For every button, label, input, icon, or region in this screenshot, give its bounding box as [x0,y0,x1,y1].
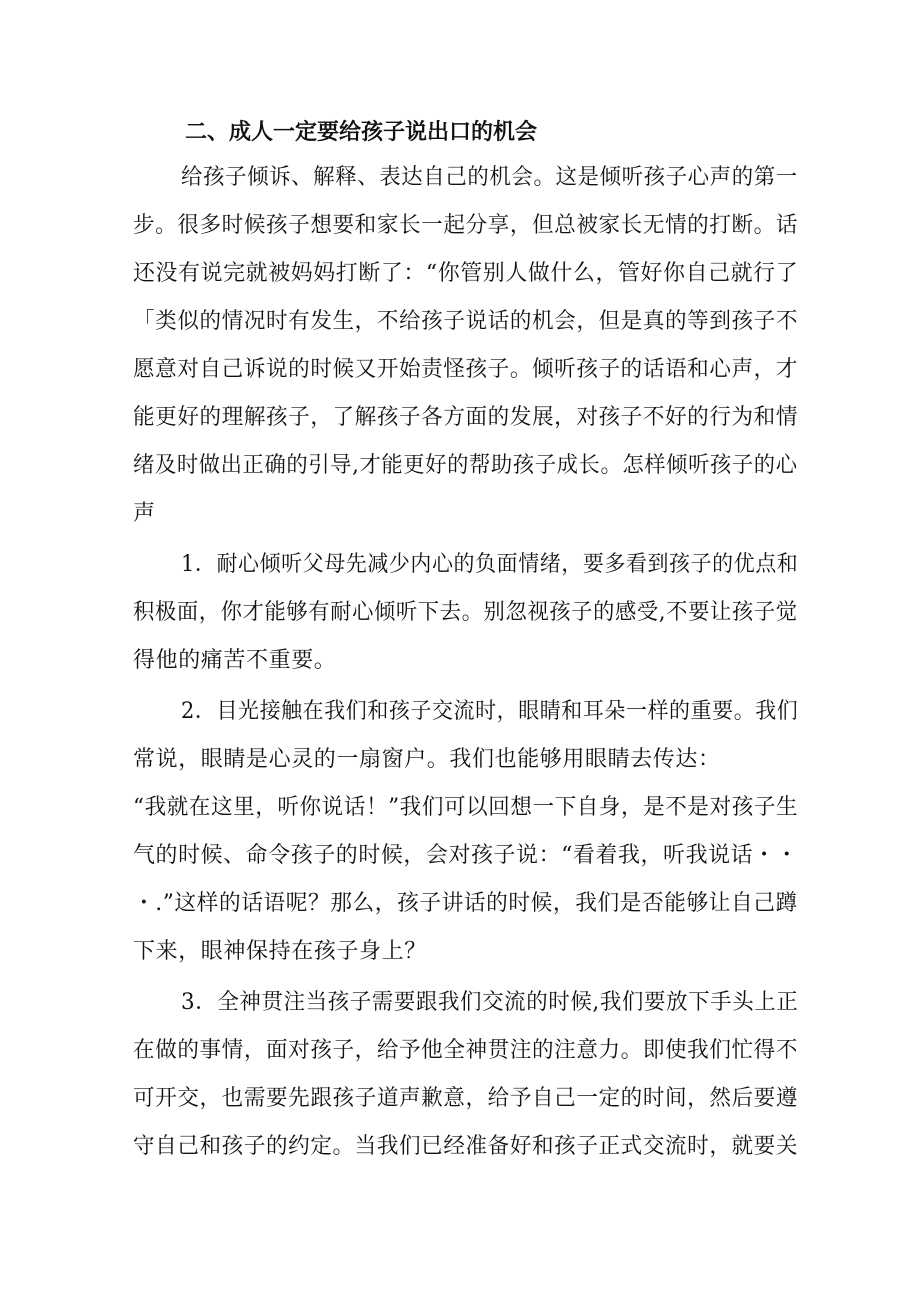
text-line: 声 [133,501,156,526]
text-line: 3．全神贯注当孩子需要跟我们交流的时候,我们要放下手头上正 [181,990,799,1015]
text-line: 给孩子倾诉、解释、表达自己的机会。这是倾听孩子心声的第一 [181,165,798,190]
text-line: 常说，眼睛是心灵的一扇窗户。我们也能够用眼睛去传达： [133,747,721,772]
text-line: 愿意对自己诉说的时候又开始责怪孩子。倾听孩子的话语和心声，才 [133,357,798,382]
text-line: 能更好的理解孩子，了解孩子各方面的发展，对孩子不好的行为和情 [133,405,798,430]
section-heading: 二、成人一定要给孩子说出口的机会 [185,120,538,145]
text-line: 步。很多时候孩子想要和家长一起分享，但总被家长无情的打断。话 [133,213,798,238]
text-line: 绪及时做出正确的引导,才能更好的帮助孩子成长。怎样倾听孩子的心 [133,453,798,478]
text-line: 守自己和孩子的约定。当我们已经准备好和孩子正式交流时，就要关 [133,1134,798,1159]
text-line: 可开交，也需要先跟孩子道声歉意，给予自己一定的时间，然后要遵 [133,1086,798,1111]
text-line: 下来，眼神保持在孩子身上？ [133,939,427,964]
text-line: 1．耐心倾听父母先减少内心的负面情绪，要多看到孩子的优点和 [181,552,799,577]
text-line: 还没有说完就被妈妈打断了：“你管别人做什么，管好你自己就行了 [133,261,799,286]
text-line: ・.”这样的话语呢？那么，孩子讲话的时候，我们是否能够让自己蹲 [133,891,798,916]
text-line: 得他的痛苦不重要。 [133,648,337,673]
text-line: 在做的事情，面对孩子，给予他全神贯注的注意力。即使我们忙得不 [133,1038,798,1063]
text-line: 积极面，你才能够有耐心倾听下去。别忽视孩子的感受,不要让孩子觉 [133,600,798,625]
text-line: “我就在这里，听你说话！”我们可以回想一下自身，是不是对孩子生 [133,795,799,820]
text-line: 「类似的情况时有发生，不给孩子说话的机会，但是真的等到孩子不 [133,309,798,334]
text-line: 2．目光接触在我们和孩子交流时，眼睛和耳朵一样的重要。我们 [181,699,799,724]
text-line: 气的时候、命令孩子的时候，会对孩子说：“看着我，听我说话・・ [133,843,799,868]
